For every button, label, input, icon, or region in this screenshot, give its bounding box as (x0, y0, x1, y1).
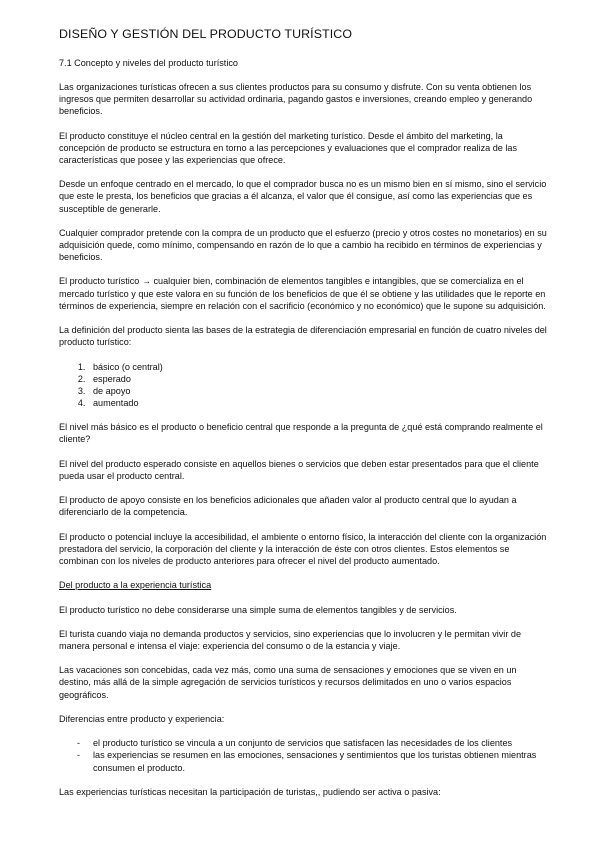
paragraph: Las experiencias turísticas necesitan la participación de turistas,, pudiendo ser activa o pasiva: (59, 786, 441, 797)
paragraph: El producto de apoyo consiste en los beneficios adicionales que añaden valor al producto central que lo ayudan a diferenciarlo de la competencia. (59, 495, 517, 518)
dash-marker: - (77, 738, 81, 749)
list-item (59, 737, 549, 749)
list-item: 2. esperado (88, 373, 549, 385)
list-item (59, 749, 549, 773)
paragraph: Las vacaciones son concebidas, cada vez más, como una suma de sensaciones y emociones que se viven en un destino, más allá de la simple agregación de servicios turísticos y recursos delimitados en uno o varios espacios geográficos. (59, 665, 517, 700)
paragraph: El producto constituye el núcleo central en la gestión del marketing turístico. Desde el ámbito del marketing, la concepción de producto se estructura en torno a las percepciones y evaluaciones que el comprador realiza de las características que posee y las experiencias que ofrece. (59, 130, 517, 165)
paragraph: Cualquier comprador pretende con la compra de un producto que el esfuerzo (precio y otros costes no monetarios) en su adquisición quede, como mínimo, compensando en razón de lo que a cambio ha recibido en términos de experiencias y beneficios. (59, 227, 547, 263)
subheading: Del producto a la experiencia turística (59, 580, 212, 591)
list-item: 4. aumentado (88, 397, 549, 409)
paragraph: La definición del producto sienta las bases de la estrategia de diferenciación empresarial en función de cuatro niveles del producto turístico: (59, 325, 547, 348)
paragraph: Desde un enfoque centrado en el mercado, lo que el comprador busca no es un mismo bien en sí mismo, sino el servicio que este le presta, los beneficios que gracias a él alcanza, el valor que él consigue, así como las experiencias que es susceptible de generarle. (59, 179, 547, 214)
section-heading: 7.1 Concepto y niveles del producto turístico (59, 58, 238, 68)
list-item: 3. de apoyo (88, 385, 549, 397)
dash-marker: - (77, 750, 81, 761)
paragraph: El producto turístico no debe considerarse una simple suma de elementos tangibles y de servicios. (59, 604, 457, 615)
levels-list (59, 361, 549, 410)
paragraph: Las organizaciones turísticas ofrecen a sus clientes productos para su consumo y disfrute. Con su venta obtienen los ingresos que permiten desarrollar su actividad ordinaria, pagando gastos e inversiones, creando empleo y generando beneficios. (59, 82, 533, 117)
paragraph: El nivel más básico es el producto o beneficio central que responde a la pregunta de ¿qué está comprando realmente el cliente? (59, 422, 543, 445)
paragraph: El nivel del producto esperado consiste en aquellos bienes o servicios que deben estar presentados para que el cliente pueda usar el producto central. (59, 458, 539, 481)
paragraph: Diferencias entre producto y experiencia: (59, 713, 225, 724)
paragraph: El producto o potencial incluye la accesibilidad, el ambiente o entorno físico, la interacción del cliente con la organización prestadora del servicio, la corporación del cliente y la interacción de éste con otros clientes. Estos elementos se combinan con los niveles de producto anteriores para ofrecer el nivel del producto aumentado. (59, 531, 547, 566)
list-item-text: las experiencias se resumen en las emociones, sensaciones y sentimientos que los turistas obtienen mientras consumen el producto. (93, 750, 537, 773)
paragraph: El producto turístico → cualquier bien, combinación de elementos tangibles e intangibles, que se comercializa en el mercado turístico y que este valora en su función de los beneficios de que él se obtiene y las utilidades que le reporte en términos de experiencia, siempre en relación con el sacrificio (económico y no económico) que le supone su adquisición. (59, 276, 546, 311)
list-item: 1. básico (o central) (88, 361, 549, 373)
paragraph: El turista cuando viaja no demanda productos y servicios, sino experiencias que lo involucren y le permitan vivir de manera personal e intensa el viaje: experiencia del consumo o de la estancia y viaje. (59, 628, 522, 651)
differences-list (59, 737, 549, 773)
document-body (59, 81, 549, 810)
document-title: DISEÑO Y GESTIÓN DEL PRODUCTO TURÍSTICO (59, 27, 353, 41)
list-item-text: el producto turístico se vincula a un conjunto de servicios que satisfacen las necesidades de los clientes (93, 738, 513, 749)
